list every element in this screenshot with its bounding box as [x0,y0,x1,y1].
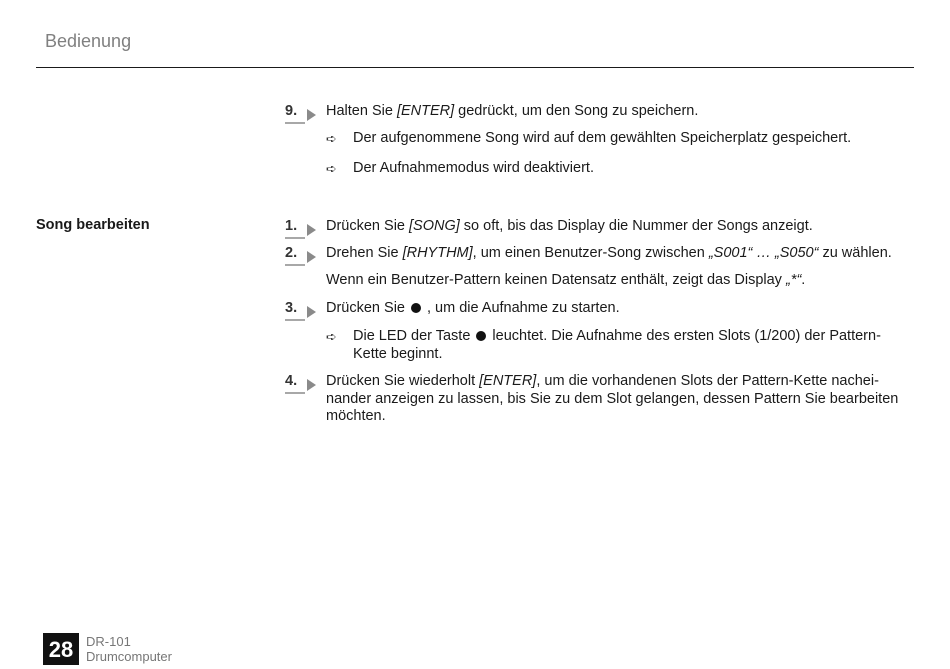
result-arrow-icon: ➪ [326,329,337,344]
footer-model: DR-101 [86,634,131,649]
record-dot-icon [476,331,486,341]
page-number: 28 [43,633,79,665]
step-arrow-icon [307,306,316,318]
step-text: Drücken Sie , um die Aufnahme zu starten. [326,300,620,316]
step-arrow-icon [307,251,316,263]
step-number: 9. [285,103,325,121]
step-text: Drücken Sie [SONG] so oft, bis das Display die Nummer der Songs anzeigt. [326,218,813,234]
step-number: 4. [285,373,325,391]
section-heading: Song bearbeiten [36,217,150,233]
step-number: 2. [285,245,325,263]
step-arrow-icon [307,109,316,121]
step-text: Drehen Sie [RHYTHM], um einen Benutzer-Song zwischen „S001“ … „S050“ zu wählen. [326,245,892,261]
step-number: 3. [285,300,325,318]
header-rule [36,67,914,68]
footer-description: Drumcomputer [86,649,172,664]
step-arrow-icon [307,379,316,391]
step-2-note: Wenn ein Benutzer-Pattern keinen Datensatz enthält, zeigt das Display „*“. [326,272,806,288]
step-number: 1. [285,218,325,236]
step-arrow-icon [307,224,316,236]
header-title: Bedienung [45,31,132,51]
step-text: Drücken Sie wiederholt [ENTER], um die vorhandenen Slots der Pattern-Kette nacheinander anzeigen zu lassen, bis Sie zu dem Slot gelangen, dessen Pattern Sie bearbeiten möchten. [326,373,899,424]
step-text: Halten Sie [ENTER] gedrückt, um den Song zu speichern. [326,103,699,119]
record-dot-icon [411,303,421,313]
result-arrow-icon: ➪ [326,161,337,176]
result-arrow-icon: ➪ [326,131,337,146]
